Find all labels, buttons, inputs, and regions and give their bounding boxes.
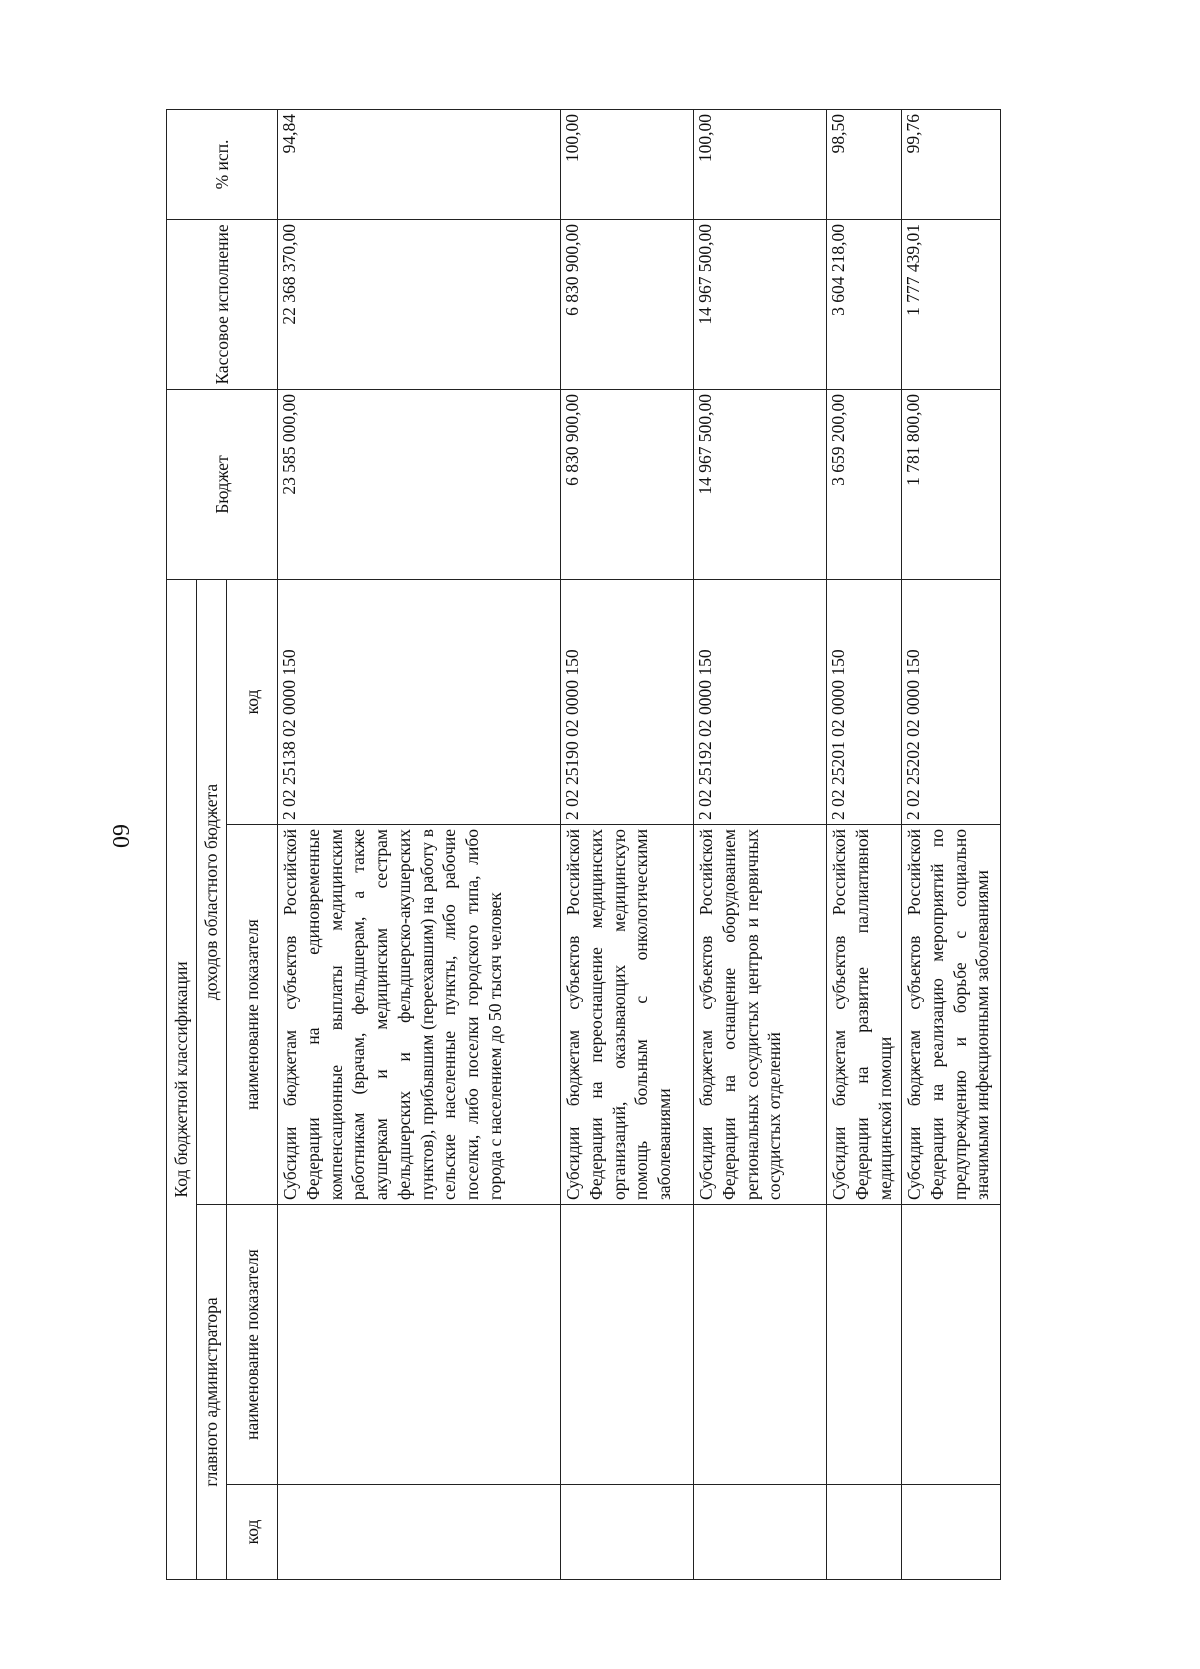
execution-header: Кассовое исполнение — [167, 219, 278, 389]
indicator-name-cell: Субсидии бюджетам субъектов Российской Федерации на оснащение оборудованием региональных сосудистых центров и первичных сосудистых отделений — [694, 825, 827, 1205]
admin-code-cell — [278, 1485, 561, 1580]
indicator-name-cell: Субсидии бюджетам субъектов Российской Федерации на единовременные компенсационные выплаты медицинским работникам (врачам, фельдшерам, а также акушеркам и медицинским сестрам фельдшерских и фельдшерско-акушерских пунктов), прибывшим (переехавшим) на работу в сельские населенные пункты, либо рабочие поселки, либо поселки городского типа, либо города с населением до 50 тысяч человек — [278, 825, 561, 1205]
budget-cell: 3 659 200,00 — [827, 389, 902, 579]
table-row — [278, 109, 561, 1579]
budget-cell: 6 830 900,00 — [561, 389, 694, 579]
regional-income-header: доходов областного бюджета — [197, 579, 227, 1204]
classification-header: Код бюджетной классификации — [167, 579, 197, 1579]
budget-cell: 14 967 500,00 — [694, 389, 827, 579]
main-admin-header: главного администратора — [197, 1205, 227, 1580]
income-code-header: код — [227, 579, 278, 824]
income-code-cell: 2 02 25138 02 0000 150 — [278, 579, 561, 824]
admin-name-cell — [827, 1205, 902, 1485]
budget-header: Бюджет — [167, 389, 278, 579]
rotated-table-container — [166, 110, 993, 1580]
execution-cell: 6 830 900,00 — [561, 219, 694, 389]
page-number: 60 — [107, 824, 133, 848]
income-code-cell: 2 02 25190 02 0000 150 — [561, 579, 694, 824]
header-row-1 — [167, 109, 197, 1579]
income-code-cell: 2 02 25202 02 0000 150 — [902, 579, 1001, 824]
indicator-name-cell: Субсидии бюджетам субъектов Российской Федерации на переоснащение медицинских организаций, оказывающих медицинскую помощь больным с онкологическими заболеваниями — [561, 825, 694, 1205]
indicator-name-cell: Субсидии бюджетам субъектов Российской Федерации на реализацию мероприятий по предупреждению и борьбе с социально значимыми инфекционными заболеваниями — [902, 825, 1001, 1205]
percent-cell: 100,00 — [561, 109, 694, 219]
table-row — [902, 109, 1001, 1579]
budget-execution-table — [166, 109, 1001, 1580]
admin-code-cell — [694, 1485, 827, 1580]
table-row — [827, 109, 902, 1579]
execution-cell: 14 967 500,00 — [694, 219, 827, 389]
income-code-cell: 2 02 25201 02 0000 150 — [827, 579, 902, 824]
table-row — [694, 109, 827, 1579]
admin-name-cell — [561, 1205, 694, 1485]
indicator-name-cell: Субсидии бюджетам субъектов Российской Федерации на развитие паллиативной медицинской помощи — [827, 825, 902, 1205]
percent-cell: 94,84 — [278, 109, 561, 219]
percent-header: % исп. — [167, 109, 278, 219]
percent-cell: 100,00 — [694, 109, 827, 219]
admin-name-cell — [694, 1205, 827, 1485]
budget-cell: 23 585 000,00 — [278, 389, 561, 579]
table-row — [561, 109, 694, 1579]
admin-code-header: код — [227, 1485, 278, 1580]
income-code-cell: 2 02 25192 02 0000 150 — [694, 579, 827, 824]
budget-cell: 1 781 800,00 — [902, 389, 1001, 579]
percent-cell: 98,50 — [827, 109, 902, 219]
execution-cell: 1 777 439,01 — [902, 219, 1001, 389]
admin-name-cell — [278, 1205, 561, 1485]
execution-cell: 3 604 218,00 — [827, 219, 902, 389]
admin-code-cell — [561, 1485, 694, 1580]
admin-name-cell — [902, 1205, 1001, 1485]
admin-code-cell — [902, 1485, 1001, 1580]
income-name-header: наименование показателя — [227, 825, 278, 1205]
admin-name-header: наименование показателя — [227, 1205, 278, 1485]
admin-code-cell — [827, 1485, 902, 1580]
percent-cell: 99,76 — [902, 109, 1001, 219]
execution-cell: 22 368 370,00 — [278, 219, 561, 389]
